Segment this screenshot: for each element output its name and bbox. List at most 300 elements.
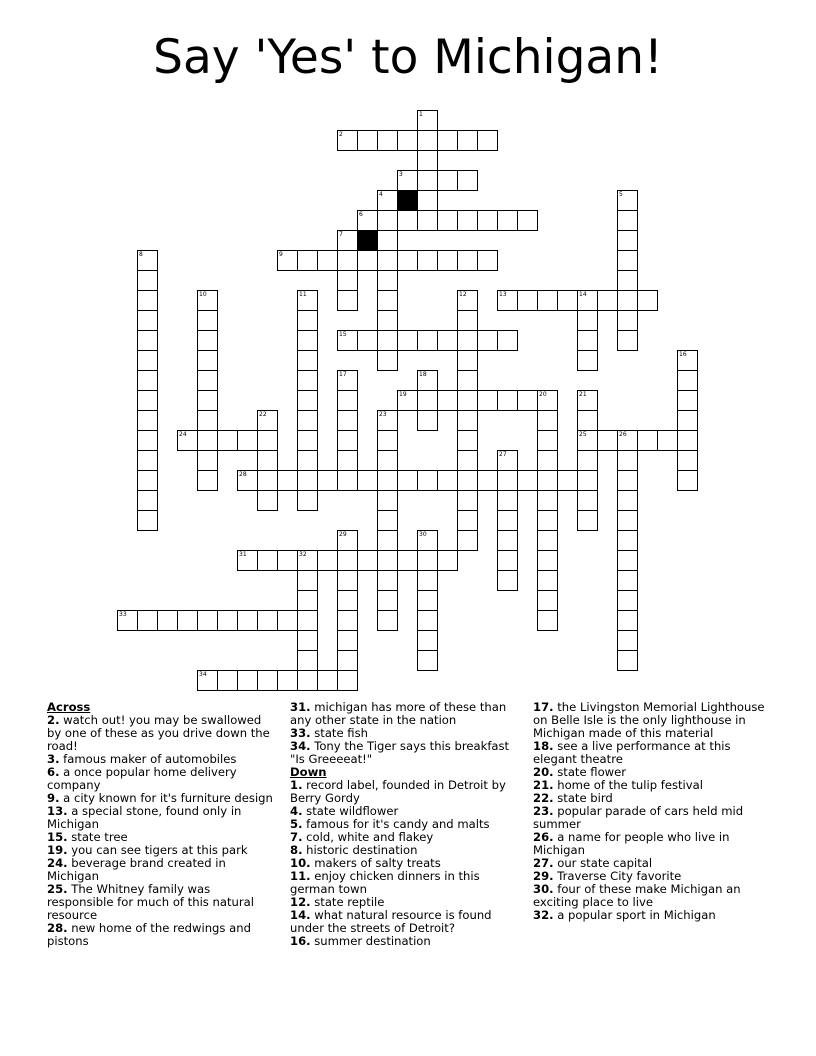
- grid-cell[interactable]: [597, 290, 618, 311]
- grid-cell[interactable]: [197, 390, 218, 411]
- grid-cell[interactable]: [317, 470, 338, 491]
- grid-cell[interactable]: [457, 170, 478, 191]
- grid-cell[interactable]: [337, 430, 358, 451]
- grid-cell[interactable]: [577, 390, 598, 411]
- grid-cell[interactable]: [237, 550, 258, 571]
- clues-column-3: [533, 701, 765, 922]
- grid-cell[interactable]: [257, 670, 278, 691]
- grid-cell[interactable]: [357, 250, 378, 271]
- grid-cell[interactable]: [197, 330, 218, 351]
- clue-text: the Livingston Memorial Lighthouse on Belle Isle is the only lighthouse in Michigan made of this material: [533, 700, 765, 740]
- grid-cell[interactable]: [497, 490, 518, 511]
- clue-number-label: 21.: [533, 778, 554, 792]
- grid-cell[interactable]: [497, 210, 518, 231]
- grid-cell[interactable]: [297, 590, 318, 611]
- grid-cell[interactable]: [477, 210, 498, 231]
- grid-cell[interactable]: [237, 610, 258, 631]
- grid-cell[interactable]: [357, 470, 378, 491]
- grid-cell[interactable]: [417, 190, 438, 211]
- clue-number: 13: [499, 291, 507, 298]
- grid-cell[interactable]: [577, 510, 598, 531]
- grid-cell[interactable]: [417, 210, 438, 231]
- grid-cell[interactable]: [617, 230, 638, 251]
- grid-cell[interactable]: [597, 430, 618, 451]
- grid-cell[interactable]: [337, 610, 358, 631]
- grid-cell[interactable]: [377, 190, 398, 211]
- grid-cell[interactable]: [437, 210, 458, 231]
- grid-cell[interactable]: [377, 330, 398, 351]
- grid-cell[interactable]: [297, 290, 318, 311]
- grid-cell[interactable]: [357, 330, 378, 351]
- grid-cell[interactable]: [337, 650, 358, 671]
- grid-cell[interactable]: [577, 290, 598, 311]
- grid-cell[interactable]: [197, 290, 218, 311]
- grid-cell[interactable]: [377, 230, 398, 251]
- clue-number: 31: [239, 551, 247, 558]
- grid-cell[interactable]: [297, 370, 318, 391]
- clue-number: 6: [359, 211, 363, 218]
- clue-number: 18: [419, 371, 427, 378]
- grid-cell[interactable]: [657, 430, 678, 451]
- clue-text: record label, founded in Detroit by Berry Gordy: [290, 778, 506, 805]
- grid-cell[interactable]: [497, 450, 518, 471]
- grid-cell[interactable]: [357, 210, 378, 231]
- grid-cell[interactable]: [577, 330, 598, 351]
- grid-cell[interactable]: [577, 450, 598, 471]
- grid-cell[interactable]: [497, 510, 518, 531]
- grid-cell[interactable]: [177, 430, 198, 451]
- grid-cell[interactable]: [617, 530, 638, 551]
- grid-cell[interactable]: [377, 510, 398, 531]
- grid-cell[interactable]: [517, 390, 538, 411]
- grid-cell[interactable]: [477, 390, 498, 411]
- across-clue-31: [290, 701, 522, 727]
- grid-cell[interactable]: [577, 430, 598, 451]
- grid-cell[interactable]: [457, 510, 478, 531]
- grid-cell[interactable]: [337, 670, 358, 691]
- grid-cell[interactable]: [617, 210, 638, 231]
- grid-cell[interactable]: [417, 330, 438, 351]
- grid-cell[interactable]: [537, 450, 558, 471]
- grid-cell[interactable]: [617, 450, 638, 471]
- grid-cell[interactable]: [377, 570, 398, 591]
- grid-cell[interactable]: [677, 410, 698, 431]
- grid-cell[interactable]: [537, 610, 558, 631]
- clue-number: 34: [199, 671, 207, 678]
- grid-cell[interactable]: [377, 430, 398, 451]
- grid-cell[interactable]: [417, 250, 438, 271]
- grid-cell[interactable]: [217, 610, 238, 631]
- grid-cell[interactable]: [377, 250, 398, 271]
- grid-cell[interactable]: [297, 610, 318, 631]
- down-clue-14: [290, 909, 522, 935]
- grid-cell[interactable]: [577, 350, 598, 371]
- clue-text: state fish: [310, 726, 368, 740]
- grid-cell[interactable]: [477, 330, 498, 351]
- clue-number: 12: [459, 291, 467, 298]
- grid-cell[interactable]: [357, 550, 378, 571]
- grid-cell[interactable]: [397, 250, 418, 271]
- grid-cell[interactable]: [617, 310, 638, 331]
- clue-number: 26: [619, 431, 627, 438]
- grid-cell[interactable]: [617, 330, 638, 351]
- grid-cell[interactable]: [337, 410, 358, 431]
- grid-cell[interactable]: [117, 610, 138, 631]
- grid-cell[interactable]: [377, 350, 398, 371]
- grid-cell[interactable]: [637, 290, 658, 311]
- grid-cell[interactable]: [197, 350, 218, 371]
- grid-cell[interactable]: [237, 470, 258, 491]
- grid-cell[interactable]: [397, 210, 418, 231]
- grid-cell[interactable]: [377, 450, 398, 471]
- grid-cell[interactable]: [257, 470, 278, 491]
- grid-cell[interactable]: [137, 430, 158, 451]
- clue-number: 22: [259, 411, 267, 418]
- grid-cell[interactable]: [617, 630, 638, 651]
- grid-cell[interactable]: [477, 250, 498, 271]
- grid-cell[interactable]: [137, 370, 158, 391]
- grid-cell[interactable]: [297, 670, 318, 691]
- grid-cell[interactable]: [437, 470, 458, 491]
- grid-cell[interactable]: [137, 290, 158, 311]
- grid-cell[interactable]: [377, 470, 398, 491]
- grid-cell[interactable]: [497, 330, 518, 351]
- grid-cell[interactable]: [297, 490, 318, 511]
- grid-cell[interactable]: [457, 450, 478, 471]
- grid-cell[interactable]: [537, 590, 558, 611]
- grid-cell[interactable]: [297, 430, 318, 451]
- grid-cell[interactable]: [377, 310, 398, 331]
- clue-text: Traverse City favorite: [553, 869, 682, 883]
- grid-cell[interactable]: [617, 270, 638, 291]
- clue-text: a name for people who live in Michigan: [533, 830, 730, 857]
- grid-cell[interactable]: [417, 150, 438, 171]
- grid-cell[interactable]: [377, 270, 398, 291]
- clue-text: you can see tigers at this park: [67, 843, 248, 857]
- grid-cell[interactable]: [417, 530, 438, 551]
- grid-cell[interactable]: [517, 210, 538, 231]
- grid-cell[interactable]: [417, 390, 438, 411]
- grid-cell[interactable]: [377, 610, 398, 631]
- grid-cell[interactable]: [337, 130, 358, 151]
- grid-cell[interactable]: [677, 350, 698, 371]
- grid-cell[interactable]: [417, 110, 438, 131]
- grid-cell[interactable]: [417, 470, 438, 491]
- grid-cell[interactable]: [297, 350, 318, 371]
- grid-cell[interactable]: [537, 390, 558, 411]
- grid-cell[interactable]: [437, 130, 458, 151]
- down-clue-26: [533, 831, 765, 857]
- grid-cell[interactable]: [257, 450, 278, 471]
- grid-cell[interactable]: [137, 490, 158, 511]
- grid-cell[interactable]: [197, 470, 218, 491]
- grid-cell[interactable]: [257, 410, 278, 431]
- grid-cell[interactable]: [177, 610, 198, 631]
- grid-cell[interactable]: [137, 330, 158, 351]
- grid-cell[interactable]: [377, 210, 398, 231]
- grid-cell[interactable]: [457, 130, 478, 151]
- grid-cell[interactable]: [297, 630, 318, 651]
- clue-text: state wildflower: [302, 804, 399, 818]
- grid-cell[interactable]: [137, 470, 158, 491]
- grid-cell[interactable]: [537, 470, 558, 491]
- grid-cell[interactable]: [277, 250, 298, 271]
- grid-cell[interactable]: [357, 130, 378, 151]
- grid-cell[interactable]: [297, 330, 318, 351]
- grid-cell[interactable]: [557, 290, 578, 311]
- grid-cell[interactable]: [397, 130, 418, 151]
- clue-number-label: 32.: [533, 908, 554, 922]
- clue-text: state flower: [553, 765, 627, 779]
- down-clue-23: [533, 805, 765, 831]
- clue-number: 32: [299, 551, 307, 558]
- clue-number: 17: [339, 371, 347, 378]
- grid-cell[interactable]: [537, 530, 558, 551]
- grid-cell[interactable]: [137, 390, 158, 411]
- grid-cell[interactable]: [497, 470, 518, 491]
- clue-number-label: 1.: [290, 778, 303, 792]
- grid-cell[interactable]: [277, 670, 298, 691]
- grid-cell[interactable]: [237, 430, 258, 451]
- grid-cell[interactable]: [437, 170, 458, 191]
- grid-cell[interactable]: [617, 290, 638, 311]
- grid-cell[interactable]: [277, 610, 298, 631]
- grid-cell[interactable]: [677, 470, 698, 491]
- grid-cell[interactable]: [337, 230, 358, 251]
- grid-cell[interactable]: [257, 550, 278, 571]
- grid-cell[interactable]: [197, 610, 218, 631]
- grid-cell[interactable]: [337, 330, 358, 351]
- clue-number: 14: [579, 291, 587, 298]
- grid-cell[interactable]: [457, 250, 478, 271]
- grid-cell[interactable]: [297, 470, 318, 491]
- grid-cell[interactable]: [277, 550, 298, 571]
- grid-cell[interactable]: [437, 330, 458, 351]
- grid-cell[interactable]: [297, 410, 318, 431]
- grid-cell[interactable]: [577, 470, 598, 491]
- clue-number-label: 24.: [47, 856, 68, 870]
- grid-cell[interactable]: [617, 510, 638, 531]
- grid-cell[interactable]: [537, 410, 558, 431]
- grid-cell[interactable]: [197, 450, 218, 471]
- clue-number-label: 11.: [290, 869, 311, 883]
- grid-cell[interactable]: [417, 170, 438, 191]
- grid-cell[interactable]: [257, 610, 278, 631]
- grid-cell[interactable]: [157, 610, 178, 631]
- grid-cell[interactable]: [637, 430, 658, 451]
- clue-number-label: 2.: [47, 713, 60, 727]
- clue-number: 33: [119, 611, 127, 618]
- grid-cell[interactable]: [337, 470, 358, 491]
- grid-cell[interactable]: [437, 250, 458, 271]
- grid-cell[interactable]: [337, 270, 358, 291]
- grid-cell[interactable]: [377, 530, 398, 551]
- grid-cell[interactable]: [337, 570, 358, 591]
- grid-cell[interactable]: [417, 630, 438, 651]
- grid-cell[interactable]: [457, 410, 478, 431]
- grid-cell[interactable]: [497, 530, 518, 551]
- grid-cell[interactable]: [137, 270, 158, 291]
- grid-cell[interactable]: [617, 250, 638, 271]
- grid-cell[interactable]: [457, 210, 478, 231]
- grid-cell[interactable]: [497, 290, 518, 311]
- clue-text: historic destination: [302, 843, 418, 857]
- grid-cell[interactable]: [337, 630, 358, 651]
- grid-cell[interactable]: [337, 390, 358, 411]
- grid-cell[interactable]: [437, 390, 458, 411]
- grid-cell[interactable]: [217, 670, 238, 691]
- grid-cell[interactable]: [197, 430, 218, 451]
- grid-cell[interactable]: [617, 190, 638, 211]
- grid-cell[interactable]: [377, 550, 398, 571]
- grid-cell[interactable]: [137, 510, 158, 531]
- grid-cell[interactable]: [417, 650, 438, 671]
- grid-cell[interactable]: [197, 310, 218, 331]
- grid-cell[interactable]: [297, 650, 318, 671]
- grid-cell[interactable]: [537, 510, 558, 531]
- clue-text: a once popular home delivery company: [47, 765, 237, 792]
- grid-cell[interactable]: [577, 410, 598, 431]
- grid-cell[interactable]: [257, 430, 278, 451]
- grid-cell[interactable]: [437, 550, 458, 571]
- grid-cell[interactable]: [377, 130, 398, 151]
- grid-cell[interactable]: [297, 570, 318, 591]
- clue-text: state reptile: [310, 895, 385, 909]
- grid-cell[interactable]: [457, 290, 478, 311]
- grid-cell[interactable]: [457, 350, 478, 371]
- grid-cell[interactable]: [397, 550, 418, 571]
- grid-cell[interactable]: [457, 330, 478, 351]
- grid-cell[interactable]: [677, 430, 698, 451]
- grid-cell[interactable]: [577, 490, 598, 511]
- clue-number-label: 14.: [290, 908, 311, 922]
- clue-number-label: 18.: [533, 739, 554, 753]
- grid-cell[interactable]: [417, 130, 438, 151]
- grid-cell[interactable]: [417, 590, 438, 611]
- clue-number: 24: [179, 431, 187, 438]
- grid-cell[interactable]: [397, 470, 418, 491]
- clue-number: 10: [199, 291, 207, 298]
- grid-cell[interactable]: [417, 550, 438, 571]
- grid-cell[interactable]: [297, 250, 318, 271]
- grid-cell[interactable]: [517, 470, 538, 491]
- clue-number-label: 33.: [290, 726, 311, 740]
- clue-number-label: 27.: [533, 856, 554, 870]
- grid-cell[interactable]: [197, 410, 218, 431]
- grid-cell[interactable]: [497, 390, 518, 411]
- grid-cell[interactable]: [337, 590, 358, 611]
- grid-cell[interactable]: [317, 250, 338, 271]
- grid-cell[interactable]: [377, 490, 398, 511]
- grid-cell[interactable]: [517, 290, 538, 311]
- grid-cell[interactable]: [457, 530, 478, 551]
- grid-cell[interactable]: [537, 550, 558, 571]
- grid-cell[interactable]: [617, 610, 638, 631]
- grid-cell[interactable]: [617, 490, 638, 511]
- clue-number-label: 10.: [290, 856, 311, 870]
- grid-cell[interactable]: [377, 290, 398, 311]
- grid-cell[interactable]: [297, 310, 318, 331]
- grid-cell[interactable]: [537, 570, 558, 591]
- grid-cell[interactable]: [457, 490, 478, 511]
- grid-cell[interactable]: [477, 470, 498, 491]
- grid-cell[interactable]: [537, 490, 558, 511]
- grid-cell[interactable]: [617, 590, 638, 611]
- grid-cell[interactable]: [617, 650, 638, 671]
- grid-cell[interactable]: [557, 470, 578, 491]
- grid-cell[interactable]: [617, 470, 638, 491]
- grid-cell[interactable]: [217, 430, 238, 451]
- grid-cell[interactable]: [277, 470, 298, 491]
- grid-cell[interactable]: [537, 290, 558, 311]
- clue-number-label: 28.: [47, 921, 68, 935]
- grid-cell[interactable]: [477, 130, 498, 151]
- puzzle-title: Say 'Yes' to Michigan!: [153, 30, 663, 85]
- grid-cell[interactable]: [397, 390, 418, 411]
- grid-cell[interactable]: [337, 290, 358, 311]
- grid-cell[interactable]: [377, 410, 398, 431]
- grid-cell[interactable]: [677, 450, 698, 471]
- grid-cell[interactable]: [337, 370, 358, 391]
- grid-cell[interactable]: [617, 570, 638, 591]
- grid-cell[interactable]: [317, 670, 338, 691]
- grid-cell[interactable]: [137, 310, 158, 331]
- grid-cell[interactable]: [577, 310, 598, 331]
- grid-cell[interactable]: [257, 490, 278, 511]
- grid-cell[interactable]: [377, 590, 398, 611]
- clue-text: our state capital: [553, 856, 653, 870]
- clue-number: 7: [339, 231, 343, 238]
- grid-cell[interactable]: [417, 410, 438, 431]
- grid-cell[interactable]: [137, 350, 158, 371]
- grid-cell[interactable]: [457, 430, 478, 451]
- grid-cell[interactable]: [197, 670, 218, 691]
- grid-cell[interactable]: [617, 550, 638, 571]
- grid-cell[interactable]: [497, 550, 518, 571]
- grid-cell[interactable]: [417, 570, 438, 591]
- grid-cell[interactable]: [237, 670, 258, 691]
- grid-cell[interactable]: [617, 430, 638, 451]
- grid-cell[interactable]: [457, 390, 478, 411]
- grid-cell[interactable]: [537, 430, 558, 451]
- grid-cell[interactable]: [297, 390, 318, 411]
- grid-cell[interactable]: [457, 470, 478, 491]
- grid-cell[interactable]: [137, 250, 158, 271]
- grid-cell[interactable]: [137, 410, 158, 431]
- grid-cell[interactable]: [297, 450, 318, 471]
- grid-cell[interactable]: [677, 370, 698, 391]
- grid-cell[interactable]: [677, 390, 698, 411]
- grid-cell[interactable]: [417, 610, 438, 631]
- clue-number: 9: [279, 251, 283, 258]
- grid-cell[interactable]: [457, 370, 478, 391]
- grid-cell[interactable]: [337, 530, 358, 551]
- grid-cell[interactable]: [457, 310, 478, 331]
- grid-cell[interactable]: [317, 550, 338, 571]
- grid-cell[interactable]: [397, 330, 418, 351]
- grid-cell[interactable]: [337, 450, 358, 471]
- grid-cell[interactable]: [497, 570, 518, 591]
- grid-cell[interactable]: [137, 610, 158, 631]
- grid-cell[interactable]: [397, 170, 418, 191]
- grid-cell[interactable]: [417, 370, 438, 391]
- grid-cell[interactable]: [197, 370, 218, 391]
- clue-text: cold, white and flakey: [302, 830, 434, 844]
- grid-cell[interactable]: [137, 450, 158, 471]
- grid-cell[interactable]: [337, 250, 358, 271]
- grid-cell[interactable]: [297, 550, 318, 571]
- grid-cell[interactable]: [337, 550, 358, 571]
